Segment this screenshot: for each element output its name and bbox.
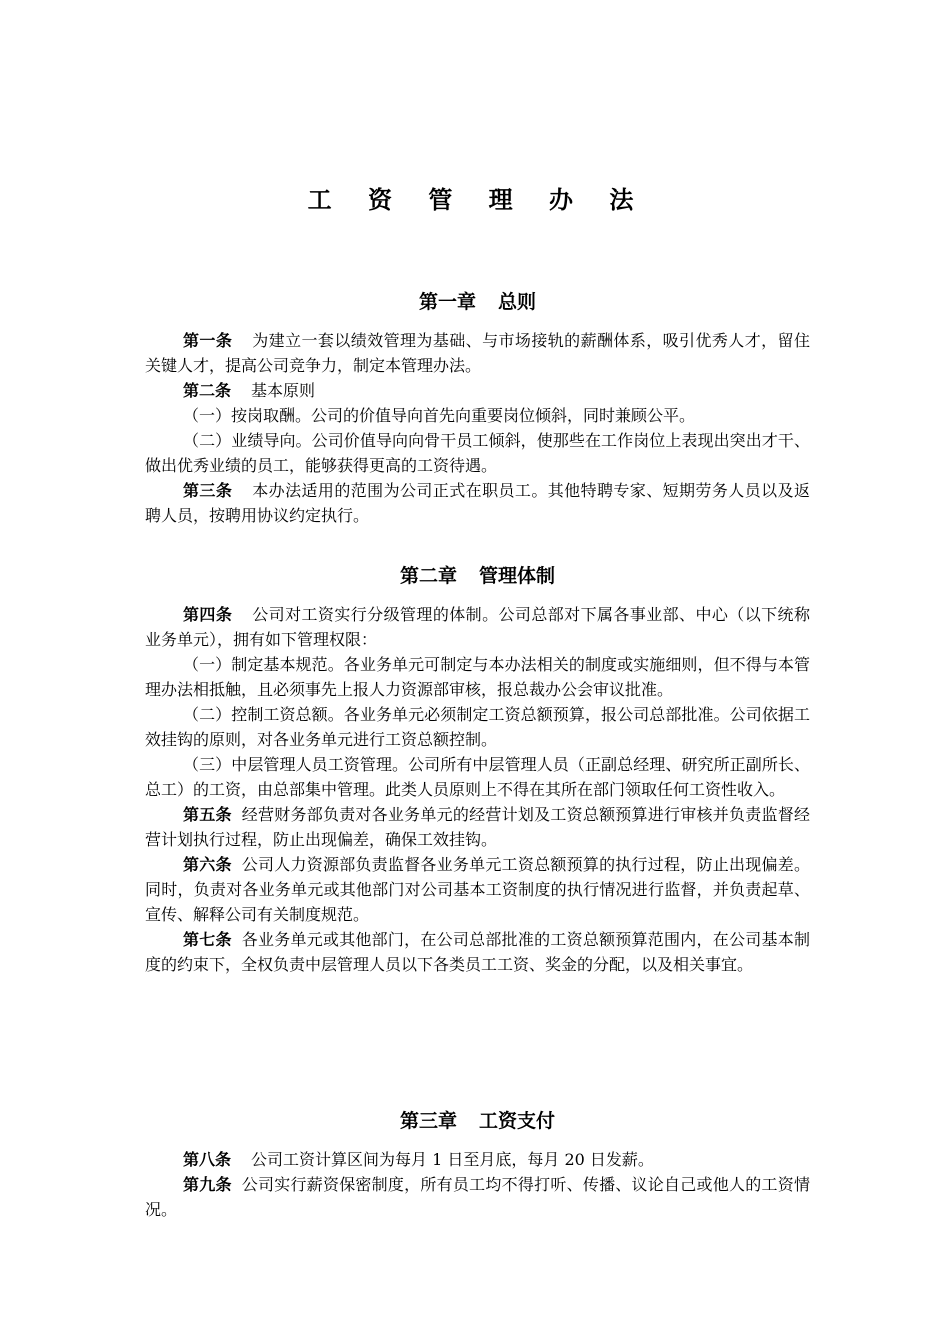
chapter-heading bbox=[145, 288, 810, 316]
chapter-name: 工资支付 bbox=[479, 1110, 556, 1132]
article-paragraph bbox=[145, 802, 810, 852]
chapter-heading bbox=[145, 1107, 810, 1135]
article-text: 为建立一套以绩效管理为基础、与市场接轨的薪酬体系，吸引优秀人才，留住关键人才，提高公司竞争力，制定本管理办法。 bbox=[145, 331, 810, 375]
article-number: 第九条 bbox=[183, 1175, 232, 1194]
clause-paragraph bbox=[145, 702, 810, 752]
chapter-number: 第二章 bbox=[399, 565, 457, 587]
article-text: 经营财务部负责对各业务单元的经营计划及工资总额预算进行审核并负责监督经营计划执行过程，防止出现偏差，确保工效挂钩。 bbox=[145, 805, 810, 849]
article-text: 本办法适用的范围为公司正式在职员工。其他特聘专家、短期劳务人员以及返聘人员，按聘用协议约定执行。 bbox=[145, 481, 810, 525]
clause-text: （二）控制工资总额。各业务单元必须制定工资总额预算，报公司总部批准。公司依据工效挂钩的原则，对各业务单元进行工资总额控制。 bbox=[145, 705, 810, 749]
article-paragraph bbox=[145, 1147, 810, 1172]
article-text: 基本原则 bbox=[251, 381, 316, 400]
article-number: 第二条 bbox=[183, 381, 232, 400]
article-paragraph bbox=[145, 378, 810, 403]
chapter-name: 总则 bbox=[498, 291, 537, 313]
clause-text: （一）按岗取酬。公司的价值导向首先向重要岗位倾斜，同时兼顾公平。 bbox=[183, 406, 696, 425]
article-paragraph bbox=[145, 328, 810, 378]
clause-text: （二）业绩导向。公司价值导向向骨干员工倾斜，使那些在工作岗位上表现出突出才干、做出优秀业绩的员工，能够获得更高的工资待遇。 bbox=[145, 431, 810, 475]
article-text: 各业务单元或其他部门，在公司总部批准的工资总额预算范围内，在公司基本制度的约束下，全权负责中层管理人员以下各类员工工资、奖金的分配，以及相关事宜。 bbox=[145, 930, 810, 974]
chapter-number: 第三章 bbox=[399, 1110, 457, 1132]
clause-text: （三）中层管理人员工资管理。公司所有中层管理人员（正副总经理、研究所正副所长、总工）的工资，由总部集中管理。此类人员原则上不得在其所在部门领取任何工资性收入。 bbox=[145, 755, 810, 799]
article-number: 第八条 bbox=[183, 1150, 232, 1169]
article-number: 第一条 bbox=[183, 331, 233, 350]
chapter-name: 管理体制 bbox=[479, 565, 556, 587]
clause-paragraph bbox=[145, 752, 810, 802]
article-paragraph bbox=[145, 927, 810, 977]
chapter-2 bbox=[145, 562, 810, 977]
article-paragraph bbox=[145, 852, 810, 927]
article-text: 公司工资计算区间为每月 1 日至月底，每月 20 日发薪。 bbox=[251, 1150, 654, 1169]
chapter-number: 第一章 bbox=[418, 291, 476, 313]
chapter-1 bbox=[145, 288, 810, 528]
document-title: 工 资 管 理 办 法 bbox=[307, 186, 648, 214]
article-number: 第七条 bbox=[183, 930, 232, 949]
chapter-heading bbox=[145, 562, 810, 590]
article-paragraph bbox=[145, 1172, 810, 1222]
article-text: 公司人力资源部负责监督各业务单元工资总额预算的执行过程，防止出现偏差。同时，负责对各业务单元或其他部门对公司基本工资制度的执行情况进行监督，并负责起草、宣传、解释公司有关制度规范。 bbox=[145, 855, 810, 924]
article-paragraph bbox=[145, 478, 810, 528]
article-number: 第六条 bbox=[183, 855, 232, 874]
clause-paragraph bbox=[145, 652, 810, 702]
article-text: 公司实行薪资保密制度，所有员工均不得打听、传播、议论自己或他人的工资情况。 bbox=[145, 1175, 810, 1219]
article-paragraph bbox=[145, 602, 810, 652]
article-number: 第五条 bbox=[183, 805, 232, 824]
chapter-3 bbox=[145, 1107, 810, 1222]
article-number: 第三条 bbox=[183, 481, 233, 500]
clause-text: （一）制定基本规范。各业务单元可制定与本办法相关的制度或实施细则，但不得与本管理办法相抵触，且必须事先上报人力资源部审核，报总裁办公会审议批准。 bbox=[145, 655, 810, 699]
clause-paragraph bbox=[145, 403, 810, 428]
article-number: 第四条 bbox=[183, 605, 233, 624]
article-text: 公司对工资实行分级管理的体制。公司总部对下属各事业部、中心（以下统称业务单元），拥有如下管理权限： bbox=[145, 605, 810, 649]
clause-paragraph bbox=[145, 428, 810, 478]
